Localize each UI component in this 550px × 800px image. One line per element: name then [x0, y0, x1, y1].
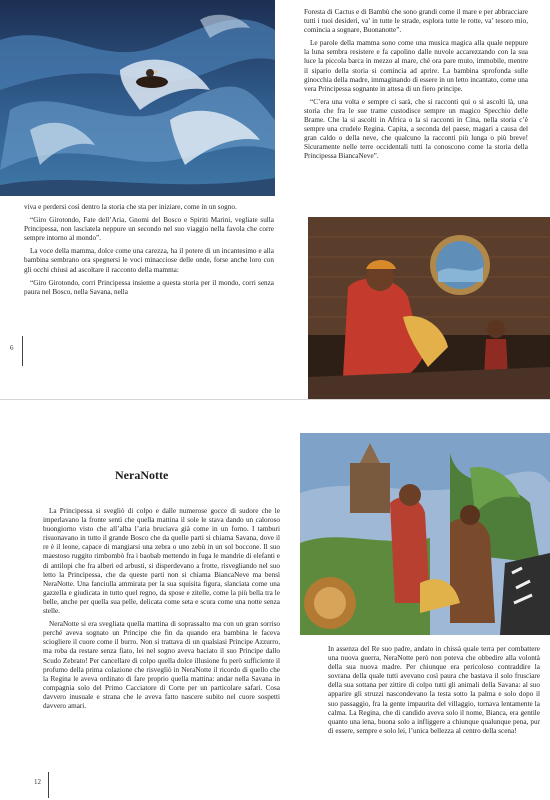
stormy-sea-illustration [0, 0, 275, 196]
savanna-village-illustration [300, 433, 550, 635]
paragraph: La Principessa si svegliò di colpo e dalle numerose gocce di sudore che le imperlavano la fronte sentì che quella mattina il sole le stava dando un caloroso buongiorno visto che all’alba l’aria bruciava già come in un forno. I tamburi risuonavano in tutto il grande Bosco che da quelle parti si chiama Savana, dove il re è il leone, capace di mangiarsi una zebra o uno zebù in un sol boccone. Il suo maestoso ruggito rimbombò fra i baobab mettendo in fuga le mandrie di elefanti e di antilopi che fra alberi ed arbusti, si disperdevano a frotte, risvegliando nel suo letto la Principessa, che da queste parti non si chiama BiancaNeve ma bensì NeraNotte. Una fanciulla ammirata per la sua squisita figura, slanciata come una gazzella e giudicata in tutto quel regno, da spose e zitelle, come la più bella tra le belle, anche per quella sua pelle, delicata come seta e scura come una notte senza stelle. [43, 507, 280, 616]
page-number-rule [22, 336, 23, 366]
bottom-right-column [328, 645, 540, 740]
paragraph: “C’era una volta e sempre ci sarà, che si racconti qui o si ascolti là, una storia che fra le sue trame custodisce sempre un magico Specchio delle Brame. Che la si ascolti in Africa o la si racconti in Cina, nella storia c’è sempre una crudele Regina. Capita, a seconda del paese, magari a causa del gran caldo o della neve, che qualcuno la racconti più lunga o più breve! Sicuramente nelle terre occidentali tutti la conoscono come la storia della Principessa BiancaNeve”. [304, 97, 528, 161]
paragraph: In assenza del Re suo padre, andato in chissà quale terra per combattere una nuova guerra, NeraNotte però non poteva che obbedire alla volontà della sua nuova madre. Per chiunque era pericoloso contraddire la sovrana della quale tutti avevano così paura che bastava il solo fruscìare della sua sottana per zittire di colpo tutti gli animali della Savana: al suo apparire gli struzzi nascondevano la testa sotto la palma e solo dopo il suo passaggio, fra la gente impaurita del villaggio, tornava lentamente la calma. La Regina, che di candido aveva solo il nome, Bianca, era gentile quanto una iena, buona solo a infliggere a chiunque qualunque pena, pur di essere, sempre e solo lei, l’unica bellezza al centro della scena! [328, 645, 540, 735]
paragraph: Le parole della mamma sono come una musica magica alla quale neppure la luna sembra resistere e fa capolino dalle nuvole accarezzando con la sua luce la piccola barca in mezzo al mare, ché ora pare muto, immobile, mentre il sipario della storia si comincia ad aprire. La bambina sprofonda sulle ginocchia della madre, immaginando di essere in un letto incantato, come una vera Principessa sognante in attesa di un fiero principe. [304, 39, 528, 93]
paragraph: viva e perdersi così dentro la storia che sta per iniziare, come in un sogno. [24, 203, 237, 211]
bottom-left-column [43, 507, 280, 715]
paragraph: Foresta di Cactus e di Bambù che sono grandi come il mare e per abbracciare tutti i tuoi desideri, va’ in tutte le strade, esplora tutte le rotte, va’ tesoro mio, comincia a sognare, Buonanotte”. [304, 8, 528, 35]
paragraph: NeraNotte si era svegliata quella mattina di soprassalto ma con un gran sorriso perché aveva sognato un Principe che fin da quando era bambina le faceva sciogliere il cuore come il burro. Non si trattava di un qualsiasi Principe Azzurro, ma roba da restare senza fiato, lei nel sogno aveva baciato il suo Principe dallo Scudo Zebrato! Per cancellare di colpo quella dolce illusione fu però sufficiente il profumo della prima colazione che risvegliò in NeraNotte il ricordo di quello che la Regina le aveva ordinato di fare proprio quella mattina: andar nella Savana in compagnia solo del Primo Cacciatore di Corte per un particolare safari. Cosa davvero inusuale e strana che le aveva fatto nascere subito nel cuore sospetti davvero amari. [43, 620, 280, 710]
top-right-column [304, 8, 528, 166]
paragraph: La voce della mamma, dolce come una carezza, ha il potere di un incantesimo e alla bambina sembrano ora spegnersi le voci minacciose delle onde, forse anche loro con gli occhi chiusi ad ascoltare il racconto della mamma: [24, 247, 274, 274]
mother-and-child-illustration [308, 217, 550, 399]
chapter-title: NeraNotte [115, 468, 169, 482]
paragraph: “Giro Girotondo, Fate dell’Aria, Gnomi del Bosco e Spiriti Marini, vegliate sulla Principessa, non lasciatela neppure un secondo nel suo viaggio nella favola che corre sempre intorno al mondo”. [24, 216, 274, 243]
page-number: 12 [34, 778, 41, 786]
top-left-column [24, 203, 274, 301]
page-12 [0, 400, 550, 800]
paragraph: “Giro Girotondo, corri Principessa insieme a questa storia per il mondo, corri senza paura nel Bosco, nella Savana, nella [24, 278, 274, 296]
boat-shape [136, 76, 168, 88]
page-number: 6 [10, 344, 14, 352]
page-number-rule [48, 772, 49, 798]
